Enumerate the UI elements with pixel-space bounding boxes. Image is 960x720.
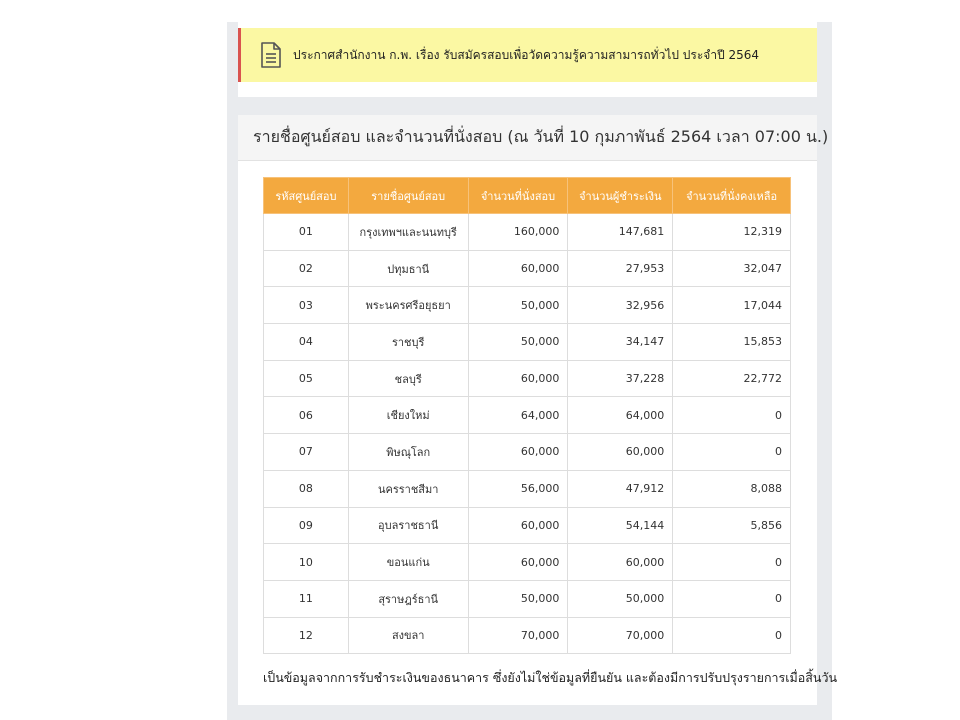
cell-center-code: 12: [264, 617, 349, 654]
table-row: [264, 250, 791, 287]
header-center-name: รายชื่อศูนย์สอบ: [348, 178, 468, 214]
cell-center-code: 08: [264, 470, 349, 507]
cell-center-code: 11: [264, 580, 349, 617]
table-row: [264, 470, 791, 507]
table-row: [264, 214, 791, 251]
cell-remaining-seats: 12,319: [673, 214, 791, 251]
cell-remaining-seats: 0: [673, 434, 791, 471]
cell-center-name: สงขลา: [348, 617, 468, 654]
cell-seat-count: 50,000: [468, 580, 568, 617]
cell-seat-count: 50,000: [468, 287, 568, 324]
table-row: [264, 617, 791, 654]
footnote: เป็นข้อมูลจากการรับชำระเงินของธนาคาร ซึ่งยังไม่ใช่ข้อมูลที่ยืนยัน และต้องมีการปรับปรุงรายการเมื่อสิ้นวัน: [263, 670, 838, 685]
exam-center-table: [263, 177, 791, 654]
announcement-text: ประกาศสำนักงาน ก.พ. เรื่อง รับสมัครสอบเพื่อวัดความรู้ความสามารถทั่วไป ประจำปี 2564: [293, 47, 760, 62]
cell-seat-count: 60,000: [468, 250, 568, 287]
cell-paid-count: 60,000: [568, 434, 673, 471]
cell-remaining-seats: 17,044: [673, 287, 791, 324]
cell-center-name: กรุงเทพฯและนนทบุรี: [348, 214, 468, 251]
cell-paid-count: 47,912: [568, 470, 673, 507]
cell-remaining-seats: 0: [673, 580, 791, 617]
cell-seat-count: 60,000: [468, 360, 568, 397]
cell-paid-count: 60,000: [568, 544, 673, 581]
cell-center-name: พิษณุโลก: [348, 434, 468, 471]
cell-center-name: ปทุมธานี: [348, 250, 468, 287]
cell-seat-count: 60,000: [468, 544, 568, 581]
table-body: [264, 214, 791, 654]
table-row: [264, 287, 791, 324]
cell-remaining-seats: 22,772: [673, 360, 791, 397]
header-remaining-seats: จำนวนที่นั่งคงเหลือ: [673, 178, 791, 214]
table-header-row: [264, 178, 791, 214]
cell-center-name: ขอนแก่น: [348, 544, 468, 581]
header-seat-count: จำนวนที่นั่งสอบ: [468, 178, 568, 214]
cell-center-name: สุราษฎร์ธานี: [348, 580, 468, 617]
table-row: [264, 580, 791, 617]
cell-center-code: 10: [264, 544, 349, 581]
cell-paid-count: 147,681: [568, 214, 673, 251]
document-icon: [259, 41, 283, 69]
header-center-code: รหัสศูนย์สอบ: [264, 178, 349, 214]
cell-center-code: 05: [264, 360, 349, 397]
cell-center-code: 02: [264, 250, 349, 287]
table-row: [264, 434, 791, 471]
cell-paid-count: 27,953: [568, 250, 673, 287]
table-row: [264, 324, 791, 361]
cell-center-name: ราชบุรี: [348, 324, 468, 361]
cell-center-code: 03: [264, 287, 349, 324]
cell-seat-count: 60,000: [468, 434, 568, 471]
cell-remaining-seats: 8,088: [673, 470, 791, 507]
table-row: [264, 397, 791, 434]
table-row: [264, 544, 791, 581]
cell-paid-count: 64,000: [568, 397, 673, 434]
announcement-banner[interactable]: [238, 28, 817, 82]
cell-remaining-seats: 32,047: [673, 250, 791, 287]
table-row: [264, 507, 791, 544]
cell-seat-count: 56,000: [468, 470, 568, 507]
cell-paid-count: 32,956: [568, 287, 673, 324]
cell-seat-count: 64,000: [468, 397, 568, 434]
cell-center-code: 07: [264, 434, 349, 471]
cell-paid-count: 50,000: [568, 580, 673, 617]
panel-header: [238, 115, 829, 161]
cell-center-code: 01: [264, 214, 349, 251]
cell-center-name: พระนครศรีอยุธยา: [348, 287, 468, 324]
cell-center-name: อุบลราชธานี: [348, 507, 468, 544]
panel-title: รายชื่อศูนย์สอบ และจำนวนที่นั่งสอบ (ณ วันที่ 10 กุมภาพันธ์ 2564 เวลา 07:00 น.): [253, 127, 829, 146]
cell-center-code: 06: [264, 397, 349, 434]
cell-paid-count: 54,144: [568, 507, 673, 544]
cell-center-name: นครราชสีมา: [348, 470, 468, 507]
cell-remaining-seats: 15,853: [673, 324, 791, 361]
cell-center-name: เชียงใหม่: [348, 397, 468, 434]
cell-seat-count: 160,000: [468, 214, 568, 251]
cell-center-name: ชลบุรี: [348, 360, 468, 397]
cell-seat-count: 70,000: [468, 617, 568, 654]
cell-paid-count: 70,000: [568, 617, 673, 654]
cell-paid-count: 37,228: [568, 360, 673, 397]
header-paid-count: จำนวนผู้ชำระเงิน: [568, 178, 673, 214]
cell-paid-count: 34,147: [568, 324, 673, 361]
cell-remaining-seats: 0: [673, 544, 791, 581]
cell-remaining-seats: 5,856: [673, 507, 791, 544]
cell-center-code: 09: [264, 507, 349, 544]
table-row: [264, 360, 791, 397]
cell-seat-count: 60,000: [468, 507, 568, 544]
cell-seat-count: 50,000: [468, 324, 568, 361]
cell-remaining-seats: 0: [673, 617, 791, 654]
cell-remaining-seats: 0: [673, 397, 791, 434]
cell-center-code: 04: [264, 324, 349, 361]
exam-center-panel: [238, 115, 838, 705]
